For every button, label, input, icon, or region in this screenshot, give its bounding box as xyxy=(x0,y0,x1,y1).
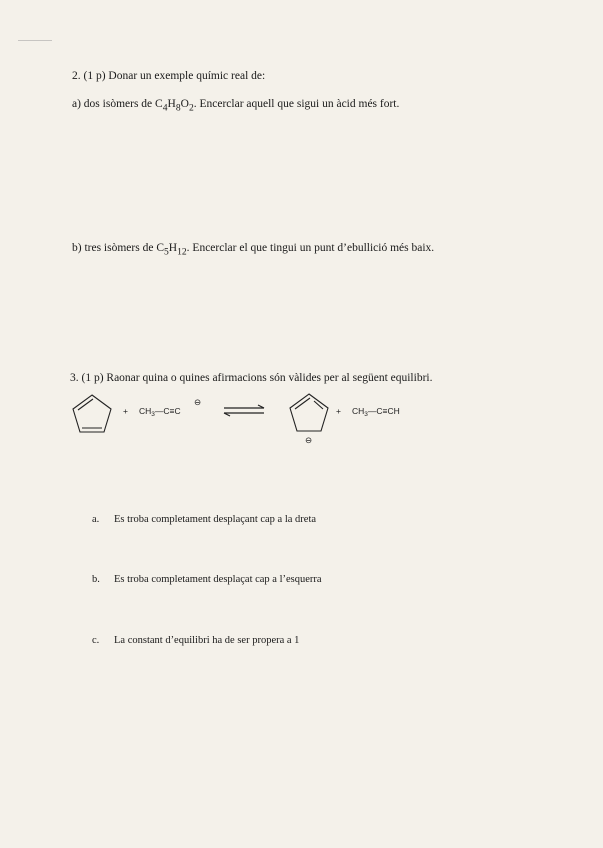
plus-sign-2: + xyxy=(336,406,341,416)
question-2-header: 2. (1 p) Donar un exemple químic real de: xyxy=(72,70,266,82)
propynide-formula: $CH_3—C\equiv C$ xyxy=(139,406,181,418)
option-c: c. La constant d’equilibri ha de ser propera a 1 xyxy=(92,635,300,646)
option-a: a. Es troba completament desplaçant cap a la dreta xyxy=(92,514,317,525)
cyclopentadiene-structure xyxy=(73,395,111,432)
propyne-formula: $CH_3—C\equiv CH$ xyxy=(352,406,400,418)
option-b: b. Es troba completament desplaçat cap a l’esquerra xyxy=(92,574,322,585)
question-2a: a) dos isòmers de $C_4H_8O_2$. Encerclar aquell que sigui un àcid més fort. xyxy=(72,98,400,114)
question-3-header: 3. (1 p) Raonar quina o quines afirmacions són vàlides per al següent equilibri. xyxy=(70,372,433,384)
equilibrium-arrows xyxy=(224,405,264,416)
paper-mark xyxy=(18,40,52,41)
negative-charge-ring: ⊖ xyxy=(305,435,313,445)
cyclopentadienyl-anion-structure xyxy=(290,394,328,431)
equilibrium-scheme xyxy=(66,388,426,456)
plus-sign-1: + xyxy=(123,406,128,416)
question-2b: b) tres isòmers de $C_5H_{12}$. Encerclar el que tingui un punt d’ebullició més baix. xyxy=(72,242,435,258)
negative-charge-reagent: ⊖ xyxy=(194,397,202,407)
